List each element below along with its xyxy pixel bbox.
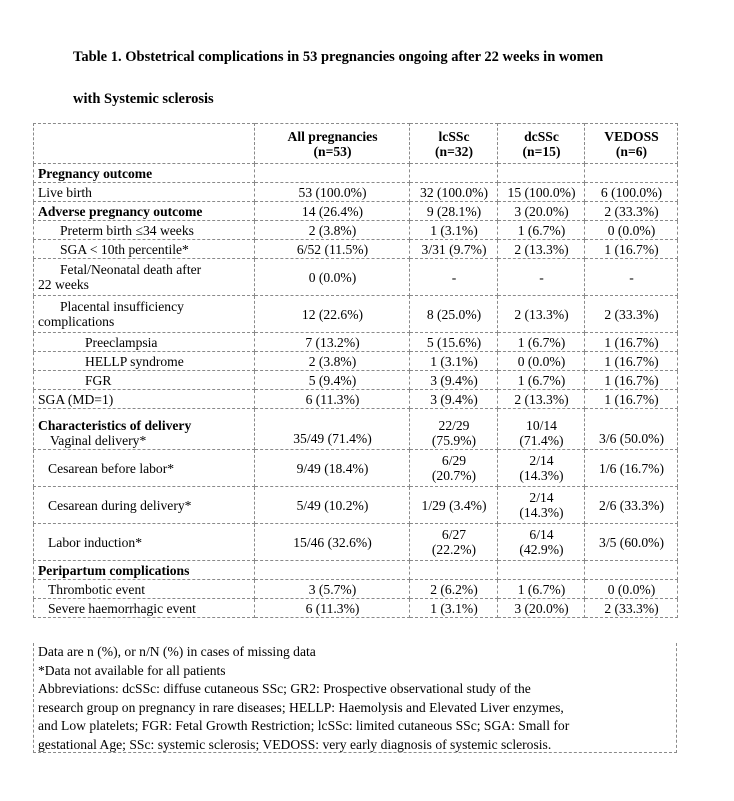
table-row: Cesarean before labor* 9/49 (18.4%) 6/29 (20.7%) 2/14 (14.3%) 1/6 (16.7%) <box>34 450 678 487</box>
section-peripartum <box>34 561 678 580</box>
header-row <box>34 124 678 164</box>
table-row: SGA (MD=1) 6 (11.3%) 3 (9.4%) 2 (13.3%) 1 (16.7%) <box>34 390 678 409</box>
section-label: Pregnancy outcome <box>34 164 255 183</box>
row-label: Characteristics of delivery Vaginal delivery* <box>34 409 255 450</box>
header-empty <box>34 124 255 164</box>
table-row: FGR 5 (9.4%) 3 (9.4%) 1 (6.7%) 1 (16.7%) <box>34 371 678 390</box>
caption-line-1: Table 1. Obstetrical complications in 53 pregnancies ongoing after 22 weeks in women <box>73 49 604 65</box>
table-row: Thrombotic event 3 (5.7%) 2 (6.2%) 1 (6.7%) 0 (0.0%) <box>34 580 678 599</box>
table-caption <box>73 36 703 120</box>
caption-line-2: with Systemic sclerosis <box>73 91 214 107</box>
row-label: Labor induction* <box>34 524 255 561</box>
table-row: Severe haemorrhagic event 6 (11.3%) 1 (3.1%) 3 (20.0%) 2 (33.3%) <box>34 599 678 618</box>
table-row: Placental insufficiency complications 12 (22.6%) 8 (25.0%) 2 (13.3%) 2 (33.3%) <box>34 296 678 333</box>
row-label: Cesarean during delivery* <box>34 487 255 524</box>
footnote-abbreviations-1: Abbreviations: dcSSc: diffuse cutaneous SSc; GR2: Prospective observational study of the <box>38 681 531 696</box>
row-label: Adverse pregnancy outcome <box>34 202 255 221</box>
table-row: SGA < 10th percentile* 6/52 (11.5%) 3/31 (9.7%) 2 (13.3%) 1 (16.7%) <box>34 240 678 259</box>
table-footnotes <box>33 643 677 753</box>
row-label: Preeclampsia <box>34 333 255 352</box>
row-label: Fetal/Neonatal death after 22 weeks <box>34 259 255 296</box>
table-row: Live birth 53 (100.0%) 32 (100.0%) 15 (100.0%) 6 (100.0%) <box>34 183 678 202</box>
row-label: Severe haemorrhagic event <box>34 599 255 618</box>
footnote-data-format: Data are n (%), or n/N (%) in cases of missing data <box>38 644 316 659</box>
footnote-abbreviations-3: and Low platelets; FGR: Fetal Growth Restriction; lcSSc: limited cutaneous SSc; SGA: Small for <box>38 718 570 733</box>
row-label: Live birth <box>34 183 255 202</box>
row-label: Preterm birth ≤34 weeks <box>34 221 255 240</box>
table-row: Characteristics of delivery Vaginal delivery* 35/49 (71.4%) 22/29 (75.9%) 10/14 (71.4%) 3/6 (50.0%) <box>34 409 678 450</box>
row-label: HELLP syndrome <box>34 352 255 371</box>
table-row: Preeclampsia 7 (13.2%) 5 (15.6%) 1 (6.7%) 1 (16.7%) <box>34 333 678 352</box>
row-label: Cesarean before labor* <box>34 450 255 487</box>
row-label: FGR <box>34 371 255 390</box>
row-label: SGA < 10th percentile* <box>34 240 255 259</box>
header-all: All pregnancies (n=53) <box>255 124 410 164</box>
complications-table <box>33 123 678 618</box>
row-label: Thrombotic event <box>34 580 255 599</box>
table-row: HELLP syndrome 2 (3.8%) 1 (3.1%) 0 (0.0%) 1 (16.7%) <box>34 352 678 371</box>
section-pregnancy-outcome <box>34 164 678 183</box>
row-label: SGA (MD=1) <box>34 390 255 409</box>
row-label: Placental insufficiency complications <box>34 296 255 333</box>
table-row: Cesarean during delivery* 5/49 (10.2%) 1/29 (3.4%) 2/14 (14.3%) 2/6 (33.3%) <box>34 487 678 524</box>
table-row: Adverse pregnancy outcome 14 (26.4%) 9 (28.1%) 3 (20.0%) 2 (33.3%) <box>34 202 678 221</box>
table-row: Fetal/Neonatal death after 22 weeks 0 (0.0%) - - - <box>34 259 678 296</box>
section-label: Peripartum complications <box>34 561 255 580</box>
footnote-abbreviations-4: gestational Age; SSc: systemic sclerosis; VEDOSS: very early diagnosis of systemic sclerosis. <box>38 736 552 752</box>
footnote-missing: *Data not available for all patients <box>38 662 226 678</box>
table-row: Preterm birth ≤34 weeks 2 (3.8%) 1 (3.1%) 1 (6.7%) 0 (0.0%) <box>34 221 678 240</box>
section-delivery: Characteristics of delivery <box>38 418 192 433</box>
footnote-abbreviations-2: research group on pregnancy in rare diseases; HELLP: Haemolysis and Elevated Liver enzymes, <box>38 699 564 715</box>
header-dcssc: dcSSc (n=15) <box>498 124 585 164</box>
header-lcssc: lcSSc (n=32) <box>410 124 498 164</box>
header-vedoss: VEDOSS (n=6) <box>585 124 678 164</box>
table-row: Labor induction* 15/46 (32.6%) 6/27 (22.2%) 6/14 (42.9%) 3/5 (60.0%) <box>34 524 678 561</box>
